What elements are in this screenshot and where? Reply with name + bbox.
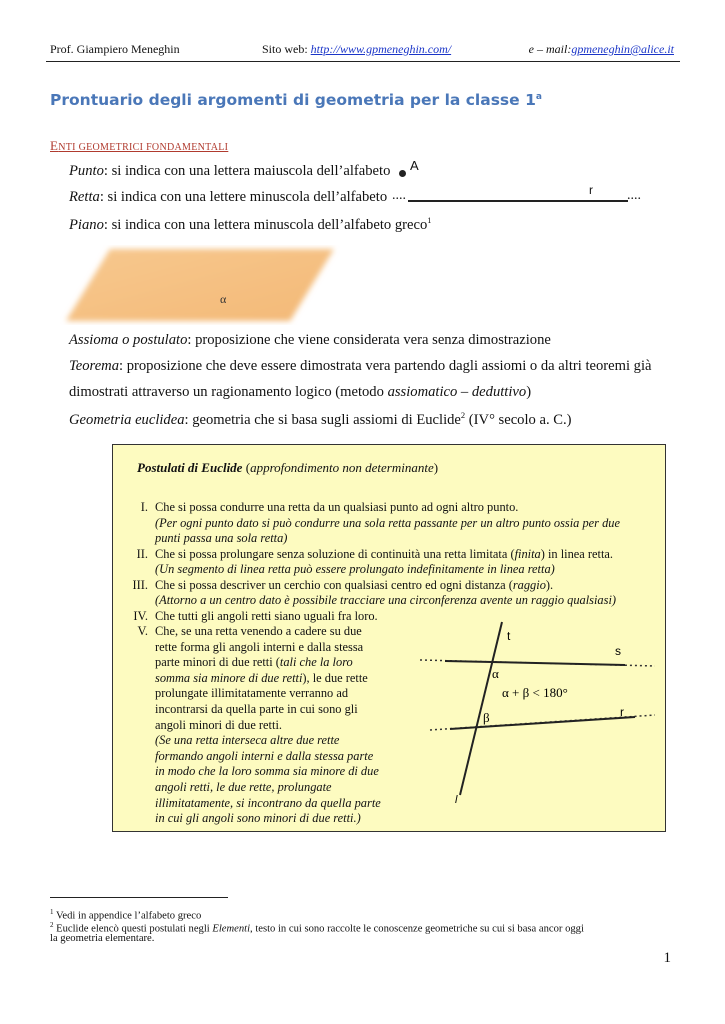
postulate-4-text: Che tutti gli angoli retti siano uguali fra loro. bbox=[155, 608, 378, 623]
point-label: A bbox=[410, 158, 419, 173]
header-rule bbox=[46, 61, 680, 62]
section-heading: ENTI GEOMETRICI FONDAMENTALI bbox=[50, 138, 229, 153]
label-l: l bbox=[455, 794, 458, 806]
mail-link[interactable]: gpmeneghin@alice.it bbox=[571, 42, 674, 56]
page-title: Prontuario degli argomenti di geometria per la classe 1$^a$ bbox=[50, 91, 542, 109]
line-mark bbox=[408, 200, 628, 202]
header-author: Prof. Giampiero Meneghin bbox=[50, 42, 180, 56]
line-label: r bbox=[589, 183, 593, 197]
teorema-definition-cont: dimostrati attraverso un ragionamento logico (metodo assiomatico – deduttivo) bbox=[69, 384, 532, 400]
line-dots-left: .... bbox=[392, 188, 406, 203]
postulate-2-text: Che si possa prolungare senza soluzione di continuità una retta limitata (finita) in linea retta. bbox=[155, 546, 613, 561]
def-retta: Retta: si indica con una lettere minuscola dell’alfabeto bbox=[69, 189, 388, 205]
postulate-1-note: (Per ogni punto dato si può condurre una sola retta passante per un altro punto ossia per due bbox=[155, 515, 620, 530]
line-s bbox=[445, 661, 625, 665]
label-r: r bbox=[620, 705, 624, 719]
plane-label: α bbox=[220, 292, 227, 306]
header-site: Sito web: http://www.gpmeneghin.com/ bbox=[262, 42, 452, 56]
label-alpha: α bbox=[492, 666, 499, 681]
label-beta: β bbox=[483, 710, 490, 725]
plane-figure bbox=[60, 245, 340, 325]
footnote-2-cont: la geometria elementare. bbox=[50, 933, 155, 944]
page-header bbox=[50, 42, 674, 60]
formula: α + β < 180° bbox=[502, 685, 568, 700]
page-number: 1 bbox=[663, 950, 671, 966]
header-mail: e – mail:gpmeneghin@alice.it bbox=[528, 42, 674, 56]
site-link[interactable]: http://www.gpmeneghin.com/ bbox=[310, 42, 452, 56]
fifth-postulate-figure bbox=[410, 620, 660, 810]
postulate-2-note: (Un segmento di linea retta può essere prolungato indefinitamente in linea retta) bbox=[155, 562, 555, 576]
postulates-title: Postulati di Euclide (approfondimento non determinante) bbox=[137, 460, 439, 475]
footnote-1: $^1$ Vedi in appendice l’alfabeto greco bbox=[50, 908, 202, 922]
postulate-5-text: Che, se una retta venendo a cadere su due rette forma gli angoli interni e dalla stessa parte minori di due retti (tali che la loro somma sia minore di due retti), le due rette prolungate illimitatamente verranno ad incontrarsi da quella parte in cui sono gli angoli minori di due retti. (Se una retta interseca altre due rette formando angoli interni e dalla stessa parte in modo che la loro somma sia minore di due angoli retti, le due rette, prolungate illimitatamente, si incontrano da quella parte in cui gli angoli sono minori di due retti.) bbox=[155, 624, 381, 826]
def-punto: Punto: si indica con una lettera maiuscola dell’alfabeto bbox=[69, 163, 391, 179]
plane-parallelogram bbox=[66, 249, 334, 321]
teorema-definition: Teorema: proposizione che deve essere dimostrata vera partendo dagli assiomi o da altri teoremi già bbox=[69, 358, 652, 374]
postulate-3-note: (Attorno a un centro dato è possibile tracciare una circonferenza avente un raggio qualsiasi) bbox=[155, 593, 617, 607]
line-t bbox=[460, 622, 502, 795]
footnote-2: $^2$ Euclide elencò questi postulati negli Elementi, testo in cui sono raccolte le conoscenze geometriche su cui si basa ancor oggi bbox=[50, 921, 584, 935]
line-dots-right: .... bbox=[627, 188, 641, 203]
point-mark bbox=[399, 170, 406, 177]
postulate-1-text: Che si possa condurre una retta da un qualsiasi punto ad ogni altro punto. bbox=[155, 500, 519, 514]
footnote-rule bbox=[50, 897, 228, 898]
label-t: t bbox=[507, 629, 511, 643]
assioma-definition: Assioma o postulato: proposizione che viene considerata vera senza dimostrazione bbox=[69, 332, 551, 348]
def-piano: Piano: si indica con una lettera minuscola dell’alfabeto greco$^1$ bbox=[69, 215, 432, 233]
label-s: s bbox=[615, 644, 621, 658]
postulate-3-text: Che si possa descriver un cerchio con qualsiasi centro ed ogni distanza (raggio). bbox=[155, 577, 554, 592]
geometria-definition: Geometria euclidea: geometria che si basa sugli assiomi di Euclide$^2$ (IV° secolo a. C.) bbox=[69, 410, 572, 428]
postulate-1-note-cont: punti passa una sola retta) bbox=[155, 531, 288, 545]
